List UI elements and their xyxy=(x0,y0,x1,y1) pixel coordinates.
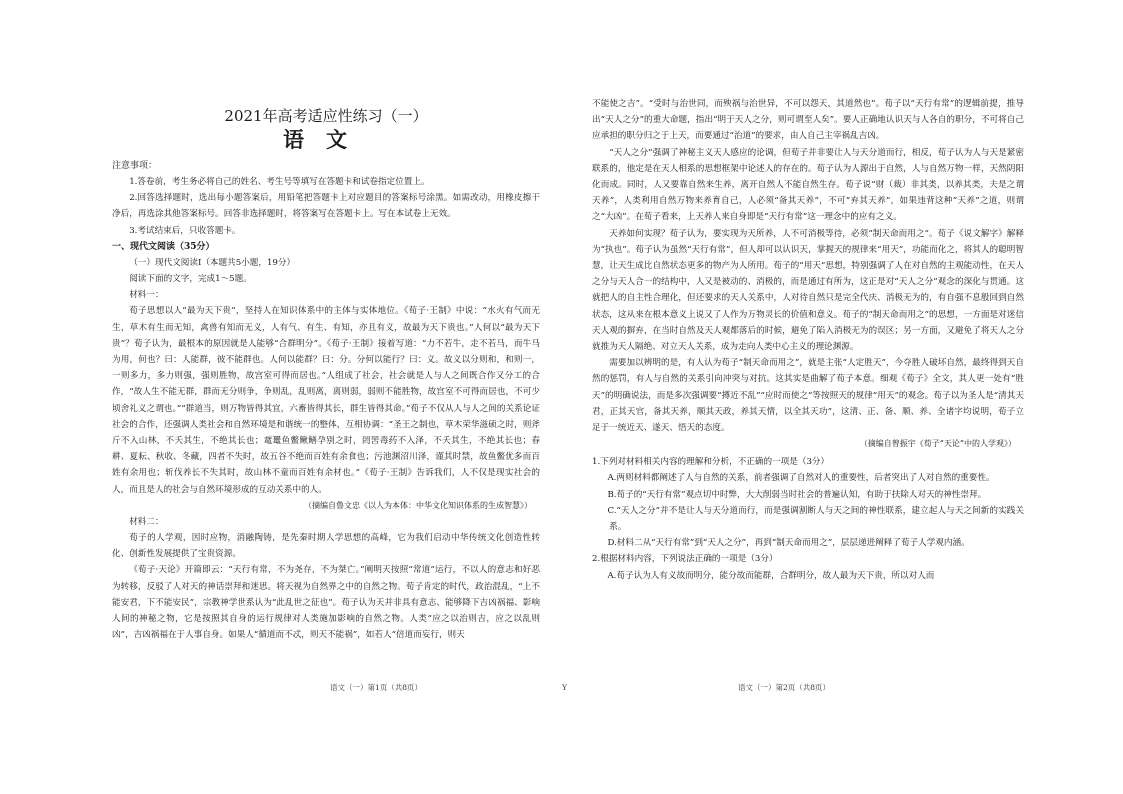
answer-option: A.两则材料都阐述了人与自然的关系，前者强调了自然对人的重要性，后者突出了人对自然的重要性。 xyxy=(607,473,995,484)
material-paragraph: 《荀子·天论》开篇即云：“天行有常，不为尧存，不为桀亡。”阐明天按照“常道”运行，不以人的意志和好恶为转移，反驳了人对天的神话崇拜和迷思。将天视为自然界之中的自然之物。荀子肯定的时代，政治混乱，“上不能安君，下不能安民”，宗教神学世系认为“此乱世之征也”。荀子认为天并非具有意志、能够降下吉凶祸福、影响人间的神秘之物，它是按照其自身的运行规律对人类施加影响的自然之物。人类“应之以治则吉，应之以乱则凶”，吉凶祸福在于人事自身。如果人“循道而不忒，则天不能祸”，如若人“倍道而妄行，则天 xyxy=(112,565,540,641)
answer-option: D.材料二从“天行有常”到“天人之分”，再到“制天命而用之”，层层递进阐释了荀子人学观内涵。 xyxy=(607,538,970,549)
notice-item: 3.考试结束后，只收答题卡。 xyxy=(129,225,241,236)
material-paragraph: 荀子的人学观，因时应物，消融陶铸，是先秦时期人学思想的高峰，它为我们启动中华传统文化创造性转化、创新性发展提供了宝贵资源。 xyxy=(112,533,540,560)
notice-block xyxy=(112,158,540,239)
answer-option: C.“天人之分”并不是让人与天分道而行，而是强调割断人与天之间的神性联系，建立起人与天之间新的实践关系。 xyxy=(607,505,1024,533)
page-footer-left: 语文（一）第1页（共8页） xyxy=(330,683,423,692)
material-paragraph: 荀子思想以人“最为天下贵”，坚持人在知识体系中的主体与实体地位。《荀子·王制》中说：“水火有气而无生，草木有生而无知，禽兽有知而无义，人有气、有生、有知，亦且有义，故最为天下贵也。”人何以“最为天下贵”？荀子认为，最根本的原因就是人能够“合群明分”。《荀子·王制》接着写道：“力不若牛，走不若马，而牛马为用，何也？曰：人能群，彼不能群也。人何以能群？曰：分。分何以能行？曰：义。故义以分则和，和则一，一则多力，多力则强，强则胜物，故宫室可得而居也。”人组成了社会，社会就是人与人之间既合作又分工的合作，“故人生不能无群，群而无分则争，争则乱，乱则离，离则弱，弱则不能胜物，故宫室不可得而居也，不可少顷舍礼义之谓也。”“群道当，则万物皆得其宜，六畜皆得其长，群生皆得其命。”荀子不仅从人与人之间的关系论证社会的合作，还强调人类社会和自然环境是和谐统一的整体，互相协调：“圣王之制也，草木荣华滋硕之时，则斧斤不入山林，不夭其生，不绝其长也；鼋鼍鱼鳖鳅鳝孕别之时，罔罟毒药不入泽，不夭其生，不绝其长也；春耕、夏耘、秋收、冬藏，四者不失时，故五谷不绝而百姓有余食也；污池渊沼川泽，谨其时禁，故鱼鳖优多而百姓有余用也；斩伐养长不失其时，故山林不童而百姓有余材也。”《荀子·王制》告诉我们，人不仅是现实社会的人，而且是人的社会与自然环境形成的互动关系中的人。 xyxy=(112,306,540,495)
question-1 xyxy=(592,454,1024,551)
page-footer-right: 语文（一）第2页（共8页） xyxy=(738,683,831,692)
right-page xyxy=(592,96,1024,706)
instruction: 阅读下面的文字，完成1～5题。 xyxy=(129,274,252,285)
notice-item: 1.答卷前，考生务必将自己的姓名、考生号等填写在答题卡和试卷指定位置上。 xyxy=(129,177,430,187)
exam-title: 2021年高考适应性练习（一） xyxy=(224,107,428,125)
question-stem: 2.根据材料内容，下列说法正确的一项是（3分） xyxy=(592,554,778,565)
material-paragraph: 不能使之吉”。“受时与治世同，而殃祸与治世异，不可以怨天，其道然也”。荀子以“天行有常”的逻辑前提，推导出“天人之分”的重大命题，指出“明于天人之分，则可谓至人矣”。要人正确地认识天与人各自的职分，不可将自己应承担的职分归之于上天，而要通过“治道”的要求，由人自己主宰祸乱吉凶。 xyxy=(592,99,1024,142)
subject-title: 语文 xyxy=(283,127,369,152)
material-source: （摘编自鲁文忠《以人为本体：中华文化知识体系的生成智慧》） xyxy=(304,500,532,510)
material-source: （摘编自曾振宇《荀子“天论”中的人学观》） xyxy=(859,439,1016,449)
answer-option: B.荀子的“天行有常”观点切中时弊，大大削弱当时社会的普遍认知，有助于扶除人对天的神性崇拜。 xyxy=(607,489,987,500)
fold-mark: Y xyxy=(562,683,567,692)
notice-heading: 注意事项： xyxy=(112,161,158,171)
notice-item: 2.回答选择题时，选出每小题答案后，用铅笔把答题卡上对应题目的答案标号涂黑。如需改动，用橡皮擦干净后，再选涂其他答案标号。回答非选择题时，将答案写在答题卡上。写在本试卷上无效。 xyxy=(112,193,540,220)
material-paragraph: 天养如何实现？荀子认为，要实现为天所养，人不可消极等待，必须“制天命而用之”。荀子《说文解字》解释为“执也”。荀子认为虽然“天行有常”，但人却可以认识天，掌握天的规律来“用天”，功能而化之，将其人的聪明智慧，让天生成比自然状态更多的物产为人所用。荀子的“用天”思想，特别强调了人在对自然的主观能动性，在天人之分与天人合一的结构中，人又是被动的、消极的，而是通过有所为，这正是对“天人之分”观念的深化与贯通。这就把人的自主性合理化，但还要求的天人关系中，人对待自然只是完全代庆、消极无为的，有自强不息般回到自然状态，这从来在根本意义上说又了人作为万物灵长的价值和意义。荀子的“制天命而用之”的思想，一方面是对迷信天人观的摒弃，在当时自然及天人观都落后的时候，避免了陷入消极无为的误区；另一方面，又避免了将天人之分就推为天人隔绝、对立天人关系，成为走向人类中心主义的理论渊源。 xyxy=(592,228,1024,353)
left-page xyxy=(112,100,540,710)
subsection-heading: （一）现代文阅读Ⅰ（本题共5小题，19分） xyxy=(129,257,296,268)
answer-option: A.荀子认为人有义故而明分，能分故而能群，合群明分，故人最为天下贵，所以对人而 xyxy=(607,570,935,581)
question-2 xyxy=(592,551,1024,583)
question-stem: 1.下列对材料相关内容的理解和分析，不正确的一项是（3分） xyxy=(592,457,830,468)
material-label: 材料二： xyxy=(129,516,164,527)
section-heading: 一、现代文阅读（35分） xyxy=(112,241,215,252)
material-label: 材料一： xyxy=(129,290,164,301)
material-paragraph: “天人之分”强调了神秘主义天人感应的论调，但荀子并非要让人与天分道而行，相反，荀子认为人与天是紧密联系的，他定是在天人相系的思想框架中论述人的存在的。荀子认为人源出于自然，人与自然万物一样，天然阴阳化而成。同时，人又要靠自然来生养，离开自然人不能自然生存。荀子说“财（裁）非其类，以养其类，夫是之谓天养”，人类利用自然万物来养育自己，人必须“备其天养”，不可“弃其天养”，如果违背这种“天养”之道，则谓之“大凶”。在荀子看来，上天养人来自身即是“天行有常”这一理念中的应有之义。 xyxy=(592,147,1024,223)
material-paragraph: 需要加以辨明的是，有人认为荀子“制天命而用之”，就是主张“人定胜天”，今夺胜人破坏自然，最终得到天自然的惩罚，有人与自然的关系引向冲突与对抗。这其实是曲解了荀子本意。细观《荀子》全文，其人更一处有“胜天”的明确说法，而是多次强调要“撙近不乱”“应时而使之”等按照天的规律“用天”的观念。荀子以为圣人是“清其天君，正其天官，备其天养，顺其天政，养其天情，以全其天功”，这清、正、备、顺、养、全诸字均说明，荀子立足于一统近天、遂天、悟天的态度。 xyxy=(592,358,1024,434)
